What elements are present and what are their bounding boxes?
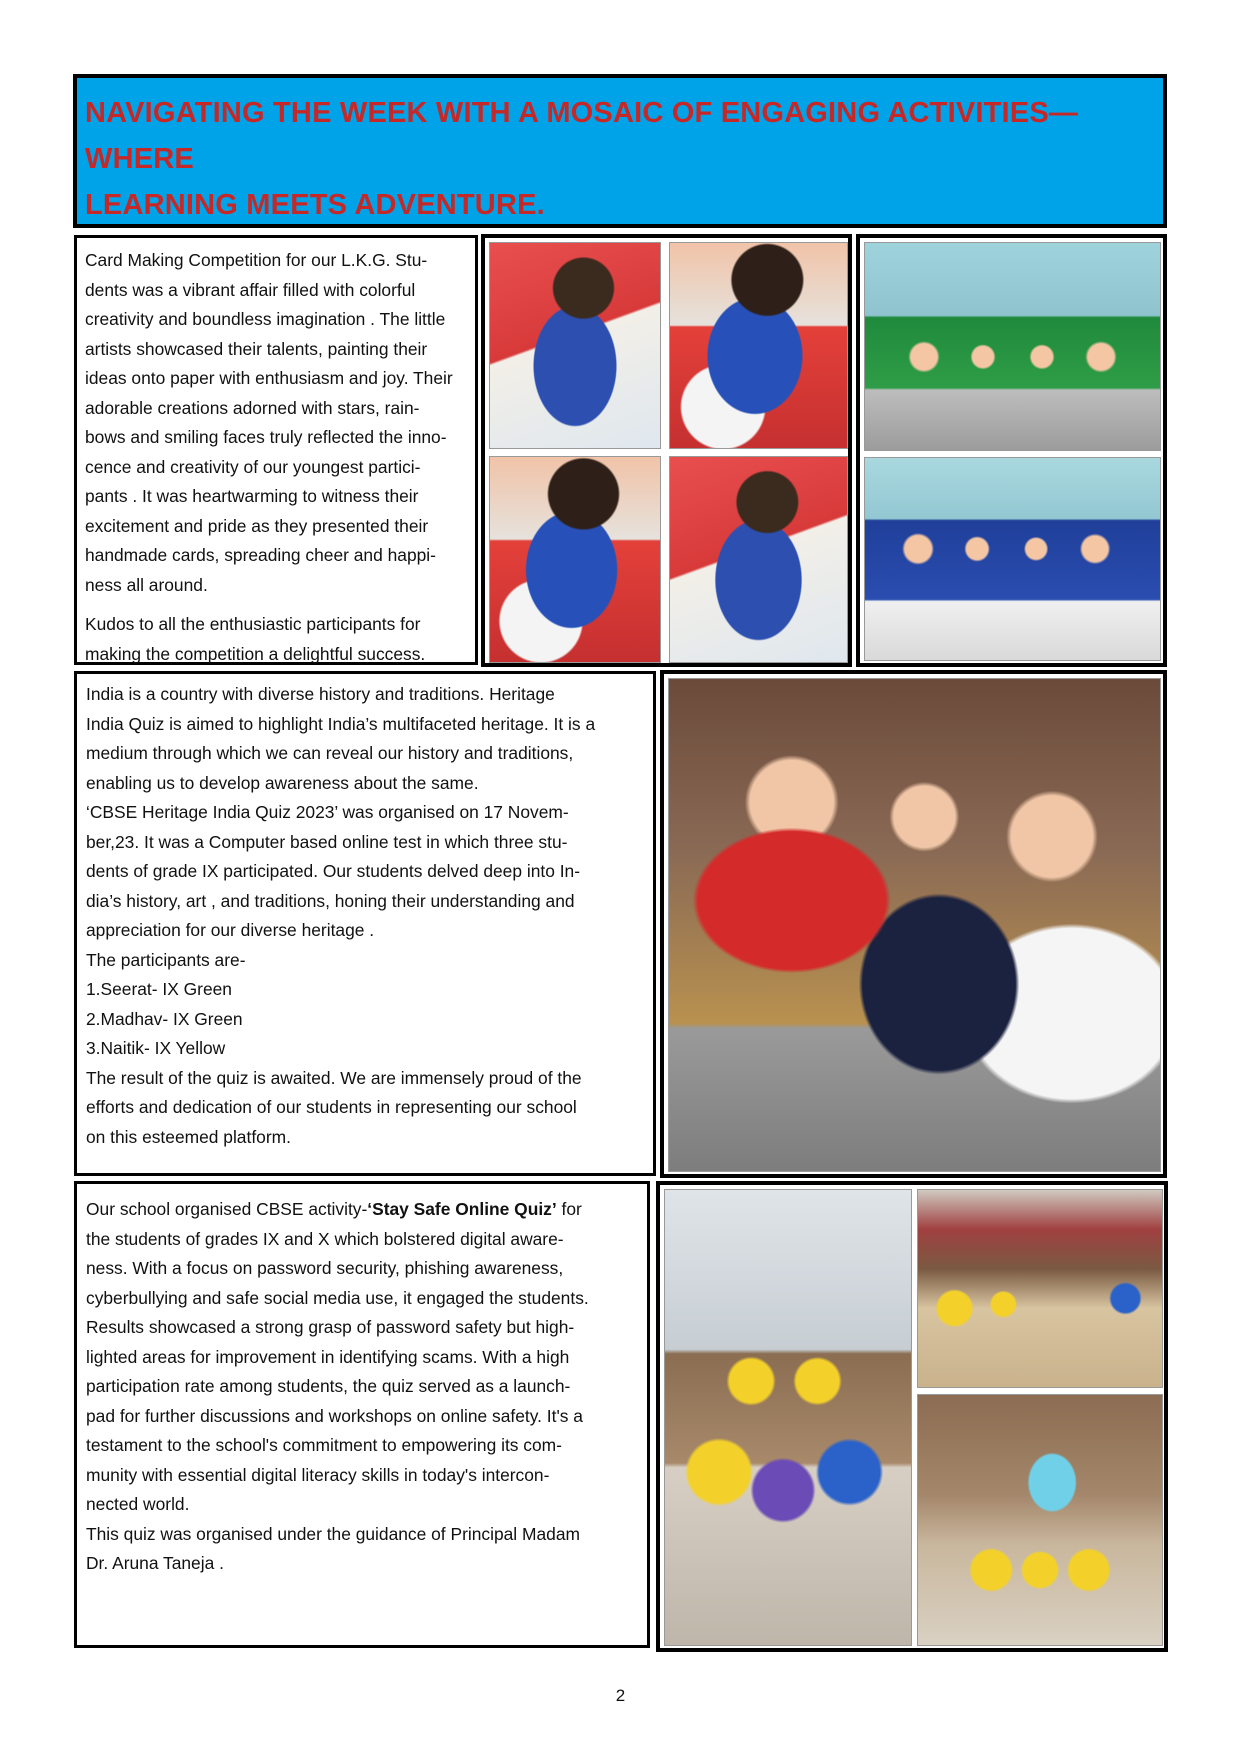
heritage-quiz-paragraph <box>86 680 644 1152</box>
text-line: dents was a vibrant affair filled with colorful <box>85 279 416 300</box>
photo-child-drawing-3 <box>489 456 661 663</box>
text-line: 3.Naitik- IX Yellow <box>86 1038 226 1058</box>
photo-child-drawing-1 <box>489 242 661 449</box>
text-line: creativity and boundless imagination . The little <box>85 309 446 329</box>
text-line: Card Making Competition for our L.K.G. Stu- <box>85 250 428 270</box>
text-line: ness all around. <box>85 574 208 595</box>
heritage-quiz-photo-frame <box>660 670 1167 1178</box>
text-line: pad for further discussions and workshops on online safety. It's a <box>86 1405 583 1426</box>
text-line: 2.Madhav- IX Green <box>86 1008 243 1029</box>
card-making-kudos <box>85 610 467 669</box>
stay-safe-first-line: Our school organised CBSE activity-‘Stay Safe Online Quiz’ for <box>86 1199 582 1219</box>
text-line: efforts and dedication of our students in representing our school <box>86 1097 577 1117</box>
text-line: on this esteemed platform. <box>86 1126 291 1147</box>
text-line: cyberbullying and safe social media use, it engaged the students. <box>86 1287 589 1308</box>
photo-library-group <box>664 1189 912 1646</box>
card-making-paragraph <box>85 246 467 600</box>
text-line: adorable creations adorned with stars, rain- <box>85 397 420 418</box>
text-line: India Quiz is aimed to highlight India’s multifaceted heritage. It is a <box>86 713 596 734</box>
stay-safe-photo-collage <box>656 1181 1168 1652</box>
text-line: participation rate among students, the quiz served as a launch- <box>86 1376 571 1396</box>
page-number: 2 <box>615 1686 626 1705</box>
text-line: cence and creativity of our youngest partici- <box>85 456 421 477</box>
text-line: pants . It was heartwarming to witness their <box>85 486 419 506</box>
text-line: testament to the school's commitment to empowering its com- <box>86 1435 562 1455</box>
title-line-2: LEARNING MEETS ADVENTURE. <box>85 189 545 221</box>
text-line: The participants are- <box>86 949 246 970</box>
stay-safe-paragraph <box>86 1225 638 1579</box>
text-line: dia’s history, art , and traditions, honing their understanding and <box>86 890 575 911</box>
stay-safe-quiz-text-box <box>74 1181 650 1648</box>
text-line: munity with essential digital literacy skills in today's intercon- <box>86 1464 550 1485</box>
text-line: nected world. <box>86 1494 190 1514</box>
text-line: ness. With a focus on password security, phishing awareness, <box>86 1258 564 1278</box>
heritage-quiz-text-box <box>74 671 656 1176</box>
header-banner <box>73 74 1167 228</box>
text-line: lighted areas for improvement in identifying scams. With a high <box>86 1346 570 1367</box>
card-making-text-box <box>74 235 478 665</box>
text-line: medium through which we can reveal our history and traditions, <box>86 743 574 763</box>
text-line: dents of grade IX participated. Our students delved deep into In- <box>86 861 581 881</box>
text-line: artists showcased their talents, painting their <box>85 338 428 359</box>
page-title <box>85 90 1155 228</box>
text-line: This quiz was organised under the guidance of Principal Madam <box>86 1523 580 1544</box>
text-line: excitement and pride as they presented their <box>85 515 429 536</box>
photo-child-drawing-4 <box>669 456 848 663</box>
text-line: ideas onto paper with enthusiasm and joy. Their <box>85 368 453 388</box>
stay-safe-quiz-title: ‘Stay Safe Online Quiz’ <box>367 1199 557 1219</box>
text-line: the students of grades IX and X which bolstered digital aware- <box>86 1228 564 1249</box>
text-line: bows and smiling faces truly reflected the inno- <box>85 427 447 447</box>
title-line-1: NAVIGATING THE WEEK WITH A MOSAIC OF ENGAGING ACTIVITIES—WHERE <box>85 97 1079 175</box>
photo-students-computer-quiz <box>668 678 1161 1172</box>
text-line: 1.Seerat- IX Green <box>86 979 232 999</box>
text-line: Results showcased a strong grasp of password safety but high- <box>86 1317 575 1337</box>
text-line: handmade cards, spreading cheer and happi- <box>85 545 436 565</box>
text-line: ber,23. It was a Computer based online test in which three stu- <box>86 831 568 852</box>
text-line: Dr. Aruna Taneja . <box>86 1553 224 1573</box>
text-line: appreciation for our diverse heritage . <box>86 920 375 940</box>
card-making-photo-collage <box>481 234 852 667</box>
text-line: Kudos to all the enthusiastic participants for <box>85 614 421 634</box>
text-line: ‘CBSE Heritage India Quiz 2023’ was organised on 17 Novem- <box>86 802 569 822</box>
text-line: making the competition a delightful success. <box>85 643 426 664</box>
card-making-group-photos <box>856 234 1167 667</box>
photo-group-green-uniforms <box>864 242 1161 451</box>
photo-library-seated <box>917 1189 1163 1388</box>
photo-library-winners <box>917 1394 1163 1646</box>
photo-group-blue-uniforms <box>864 457 1161 661</box>
photo-child-drawing-2 <box>669 242 848 449</box>
text-line: India is a country with diverse history and traditions. Heritage <box>86 684 555 704</box>
text-line: The result of the quiz is awaited. We are immensely proud of the <box>86 1067 582 1088</box>
text-line: enabling us to develop awareness about the same. <box>86 772 479 793</box>
